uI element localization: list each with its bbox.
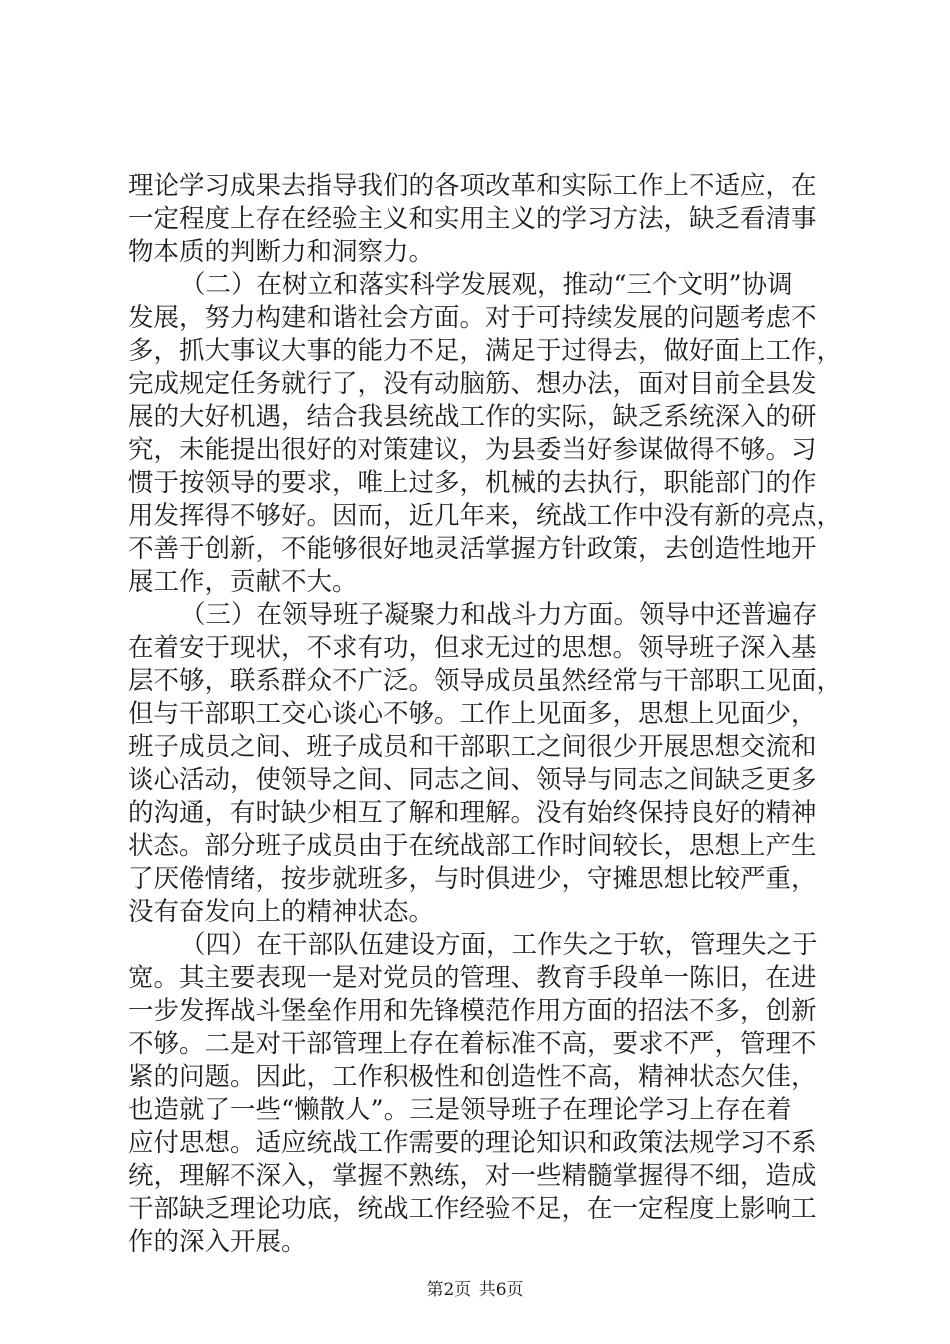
text-line: （四）在干部队伍建设方面，工作失之于软，管理失之于 (180, 930, 818, 960)
text-line: 统，理解不深入，掌握不熟练，对一些精髓掌握得不细，造成 (128, 1161, 817, 1191)
text-line: 不够。二是对干部管理上存在着标准不高，要求不严，管理不 (128, 1029, 817, 1059)
text-line: 谈心活动，使领导之间、同志之间、领导与同志之间缺乏更多 (128, 765, 817, 795)
text-line: 多，抓大事议大事的能力不足，满足于过得去，做好面上工作， (128, 336, 843, 366)
text-line: 的沟通，有时缺少相互了解和理解。没有始终保持良好的精神 (128, 798, 817, 828)
text-line: 理论学习成果去指导我们的各项改革和实际工作上不适应，在 (128, 171, 817, 201)
text-line: 也造就了一些“懒散人”。三是领导班子在理论学习上存在着 (128, 1095, 792, 1125)
text-line: 应付思想。适应统战工作需要的理论知识和政策法规学习不系 (128, 1128, 817, 1158)
page-footer (0, 1275, 950, 1300)
text-line: 但与干部职工交心谈心不够。工作上见面多，思想上见面少， (128, 699, 817, 729)
text-line: 惯于按领导的要求，唯上过多，机械的去执行，职能部门的作 (128, 468, 817, 498)
text-line: 层不够，联系群众不广泛。领导成员虽然经常与干部职工见面， (128, 666, 843, 696)
text-line: 作的深入开展。 (128, 1227, 307, 1257)
text-line: 没有奋发向上的精神状态。 (128, 897, 435, 927)
document-body (128, 170, 843, 1259)
text-line: 物本质的判断力和洞察力。 (128, 237, 435, 267)
page-number: 第2页 (426, 1280, 472, 1300)
text-line: （二）在树立和落实科学发展观，推动“三个文明”协调 (180, 270, 793, 300)
text-line: 宽。其主要表现一是对党员的管理、教育手段单一陈旧，在进 (128, 963, 817, 993)
text-line: 一步发挥战斗堡垒作用和先锋模范作用方面的招法不多，创新 (128, 996, 817, 1026)
page-total: 共6页 (478, 1280, 524, 1300)
text-line: 在着安于现状，不求有功，但求无过的思想。领导班子深入基 (128, 633, 817, 663)
text-line: 了厌倦情绪，按步就班多，与时俱进少，守摊思想比较严重， (128, 864, 817, 894)
text-line: 状态。部分班子成员由于在统战部工作时间较长，思想上产生 (128, 831, 817, 861)
text-line: 究，未能提出很好的对策建议，为县委当好参谋做得不够。习 (128, 435, 817, 465)
text-line: 班子成员之间、班子成员和干部职工之间很少开展思想交流和 (128, 732, 817, 762)
text-line: 不善于创新，不能够很好地灵活掌握方针政策，去创造性地开 (128, 534, 817, 564)
text-line: 展工作，贡献不大。 (128, 567, 358, 597)
text-line: 紧的问题。因此，工作积极性和创造性不高，精神状态欠佳， (128, 1062, 817, 1092)
text-line: 发展，努力构建和谐社会方面。对于可持续发展的问题考虑不 (128, 303, 817, 333)
text-line: 完成规定任务就行了，没有动脑筋、想办法，面对目前全县发 (128, 369, 817, 399)
text-line: 用发挥得不够好。因而，近几年来，统战工作中没有新的亮点， (128, 501, 843, 531)
text-line: 展的大好机遇，结合我县统战工作的实际，缺乏系统深入的研 (128, 402, 817, 432)
text-line: 一定程度上存在经验主义和实用主义的学习方法，缺乏看清事 (128, 204, 817, 234)
text-line: 干部缺乏理论功底，统战工作经验不足，在一定程度上影响工 (128, 1194, 817, 1224)
text-line: （三）在领导班子凝聚力和战斗力方面。领导中还普遍存 (180, 600, 818, 630)
